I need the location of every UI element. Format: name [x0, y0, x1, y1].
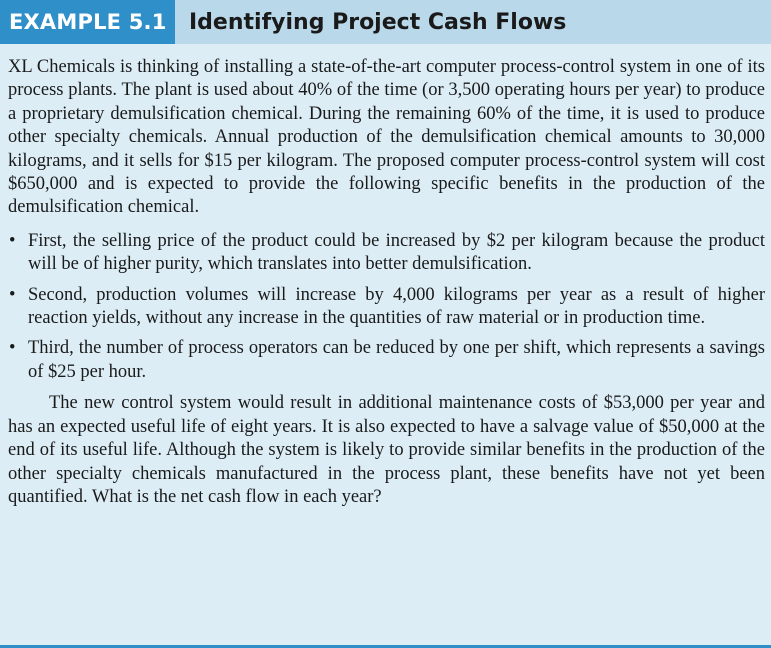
question-paragraph: The new control system would result in additional maintenance costs of $53,000 per year and has an expected useful life of eight years. It is also expected to have a salvage value of $50,000 at the end of its useful life. Although the system is likely to provide similar benefits in the production of the other specialty chemicals manufactured in the process plant, these benefits have not yet been quantified. What is the net cash flow in each year? [8, 393, 765, 507]
list-item-text: Second, production volumes will increase by 4,000 kilograms per year as a result of higher reaction yields, without any increase in the quantities of raw material or in production time. [28, 284, 765, 329]
example-body [8, 56, 765, 509]
example-header [0, 0, 771, 44]
bullet-icon: • [9, 338, 16, 359]
list-item [8, 284, 765, 331]
bullet-icon: • [9, 284, 16, 305]
example-label: EXAMPLE 5.1 [0, 0, 175, 44]
intro-paragraph: XL Chemicals is thinking of installing a state-of-the-art computer process-control system in one of its process plants. The plant is used about 40% of the time (or 3,500 operating hours per year) to produce a proprietary demulsification chemical. During the remaining 60% of the time, it is used to produce other specialty chemicals. Annual production of the demulsification chemical amounts to 30,000 kilograms, and it sells for $15 per kilogram. The proposed computer process-control system will cost $650,000 and is expected to provide the following specific benefits in the production of the demulsification chemical. [8, 57, 765, 218]
bullet-icon: • [9, 230, 16, 251]
list-item-text: First, the selling price of the product could be increased by $2 per kilogram because the product will be of higher purity, which translates into better demulsification. [28, 230, 765, 275]
example-title: Identifying Project Cash Flows [189, 9, 567, 35]
list-item [8, 230, 765, 277]
list-item-text: Third, the number of process operators can be reduced by one per shift, which represents a savings of $25 per hour. [28, 338, 765, 382]
list-item [8, 337, 765, 384]
benefits-list [8, 230, 765, 384]
